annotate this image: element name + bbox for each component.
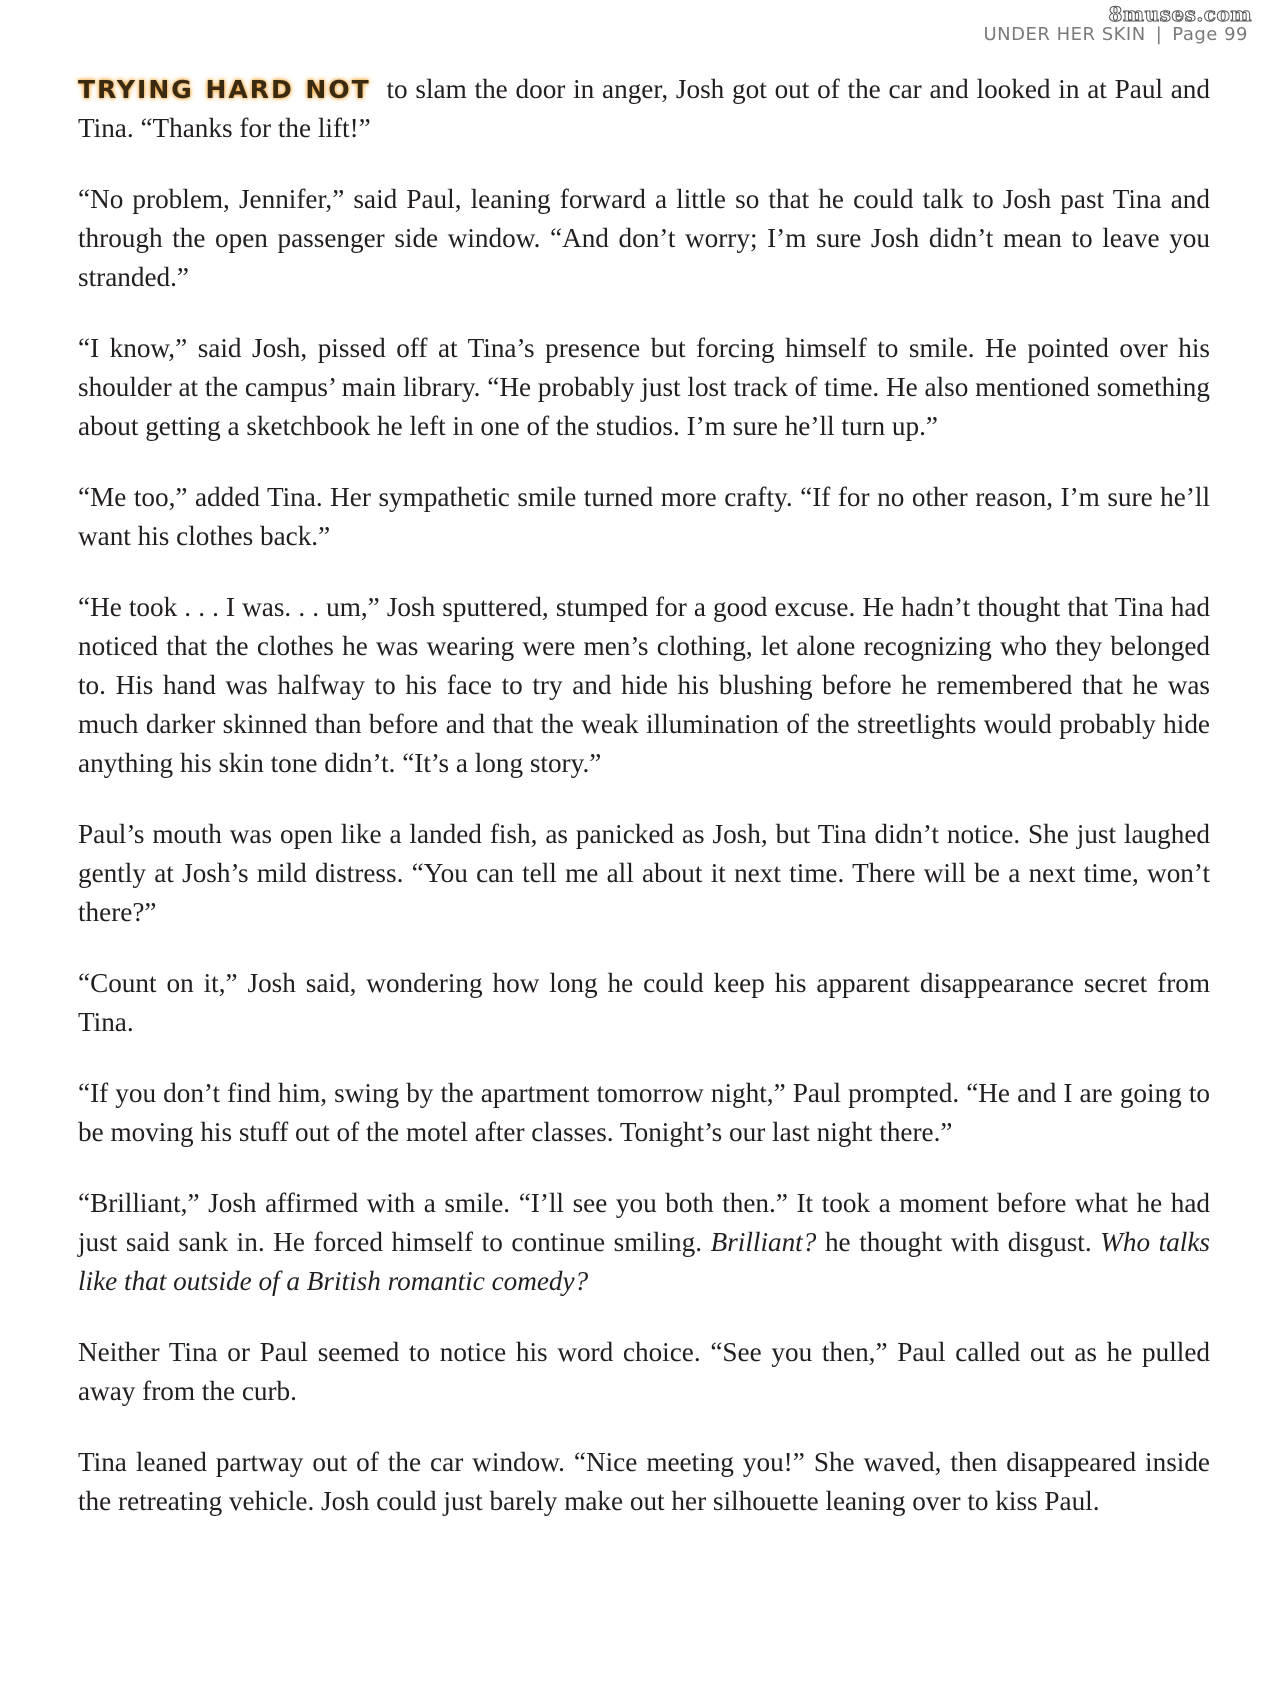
paragraph-2: “No problem, Jennifer,” said Paul, leaning forward a little so that he could talk to Josh past Tina and through the open passenger side window. “And don’t worry; I’m sure Josh didn’t mean to leave you stranded.” (78, 184, 1210, 292)
page-body (78, 70, 1210, 1553)
watermark-logo: 8muses.com (1108, 2, 1252, 26)
paragraph-8: “If you don’t find him, swing by the apartment tomorrow night,” Paul prompted. “He and I are going to be moving his stuff out of the motel after classes. Tonight’s our last night there.” (78, 1078, 1210, 1147)
header-separator: | (1155, 24, 1163, 45)
paragraph-3: “I know,” said Josh, pissed off at Tina’s presence but forcing himself to smile. He pointed over his shoulder at the campus’ main library. “He probably just lost track of time. He also mentioned something about getting a sketchbook he left in one of the studios. I’m sure he’ll turn up.” (78, 333, 1210, 441)
book-title: UNDER HER SKIN (983, 24, 1146, 45)
paragraph-text: to slam the door in anger, Josh got out of the car and looked in at Paul and Tina. “Thanks for the lift!” (78, 74, 1210, 143)
page-number: Page 99 (1172, 24, 1248, 45)
italic-thought: Brilliant? (710, 1227, 817, 1257)
drop-lead-text: TRYING HARD NOT (78, 75, 371, 104)
paragraph-10: Neither Tina or Paul seemed to notice his word choice. “See you then,” Paul called out as he pulled away from the curb. (78, 1337, 1210, 1406)
paragraph-text: “Brilliant,” Josh affirmed with a smile. “I’ll see you both then.” It took a moment before what he had just said sank in. He forced himself to continue smiling. (78, 1188, 1210, 1257)
paragraph-6: Paul’s mouth was open like a landed fish, as panicked as Josh, but Tina didn’t notice. She just laughed gently at Josh’s mild distress. “You can tell me all about it next time. There will be a next time, won’t there?” (78, 819, 1210, 927)
paragraph-5: “He took . . . I was. . . um,” Josh sputtered, stumped for a good excuse. He hadn’t thought that Tina had noticed that the clothes he was wearing were men’s clothing, let alone recognizing who they belonged to. His hand was halfway to his face to try and hide his blushing before he remembered that he was much darker skinned than before and that the weak illumination of the streetlights would probably hide anything his skin tone didn’t. “It’s a long story.” (78, 592, 1210, 778)
running-header (983, 24, 1248, 45)
paragraph-text-continued: he thought with disgust. (824, 1227, 1092, 1257)
paragraph-11: Tina leaned partway out of the car window. “Nice meeting you!” She waved, then disappeared inside the retreating vehicle. Josh could just barely make out her silhouette leaning over to kiss Paul. (78, 1447, 1210, 1516)
italic-thought-continued: Who talks like that outside of a British romantic comedy? (78, 1227, 1211, 1296)
paragraph-7: “Count on it,” Josh said, wondering how long he could keep his apparent disappearance secret from Tina. (78, 968, 1210, 1037)
paragraph-4: “Me too,” added Tina. Her sympathetic smile turned more crafty. “If for no other reason, I’m sure he’ll want his clothes back.” (78, 482, 1210, 551)
paragraph-9 (78, 1184, 1210, 1301)
paragraph-1 (78, 70, 1210, 148)
